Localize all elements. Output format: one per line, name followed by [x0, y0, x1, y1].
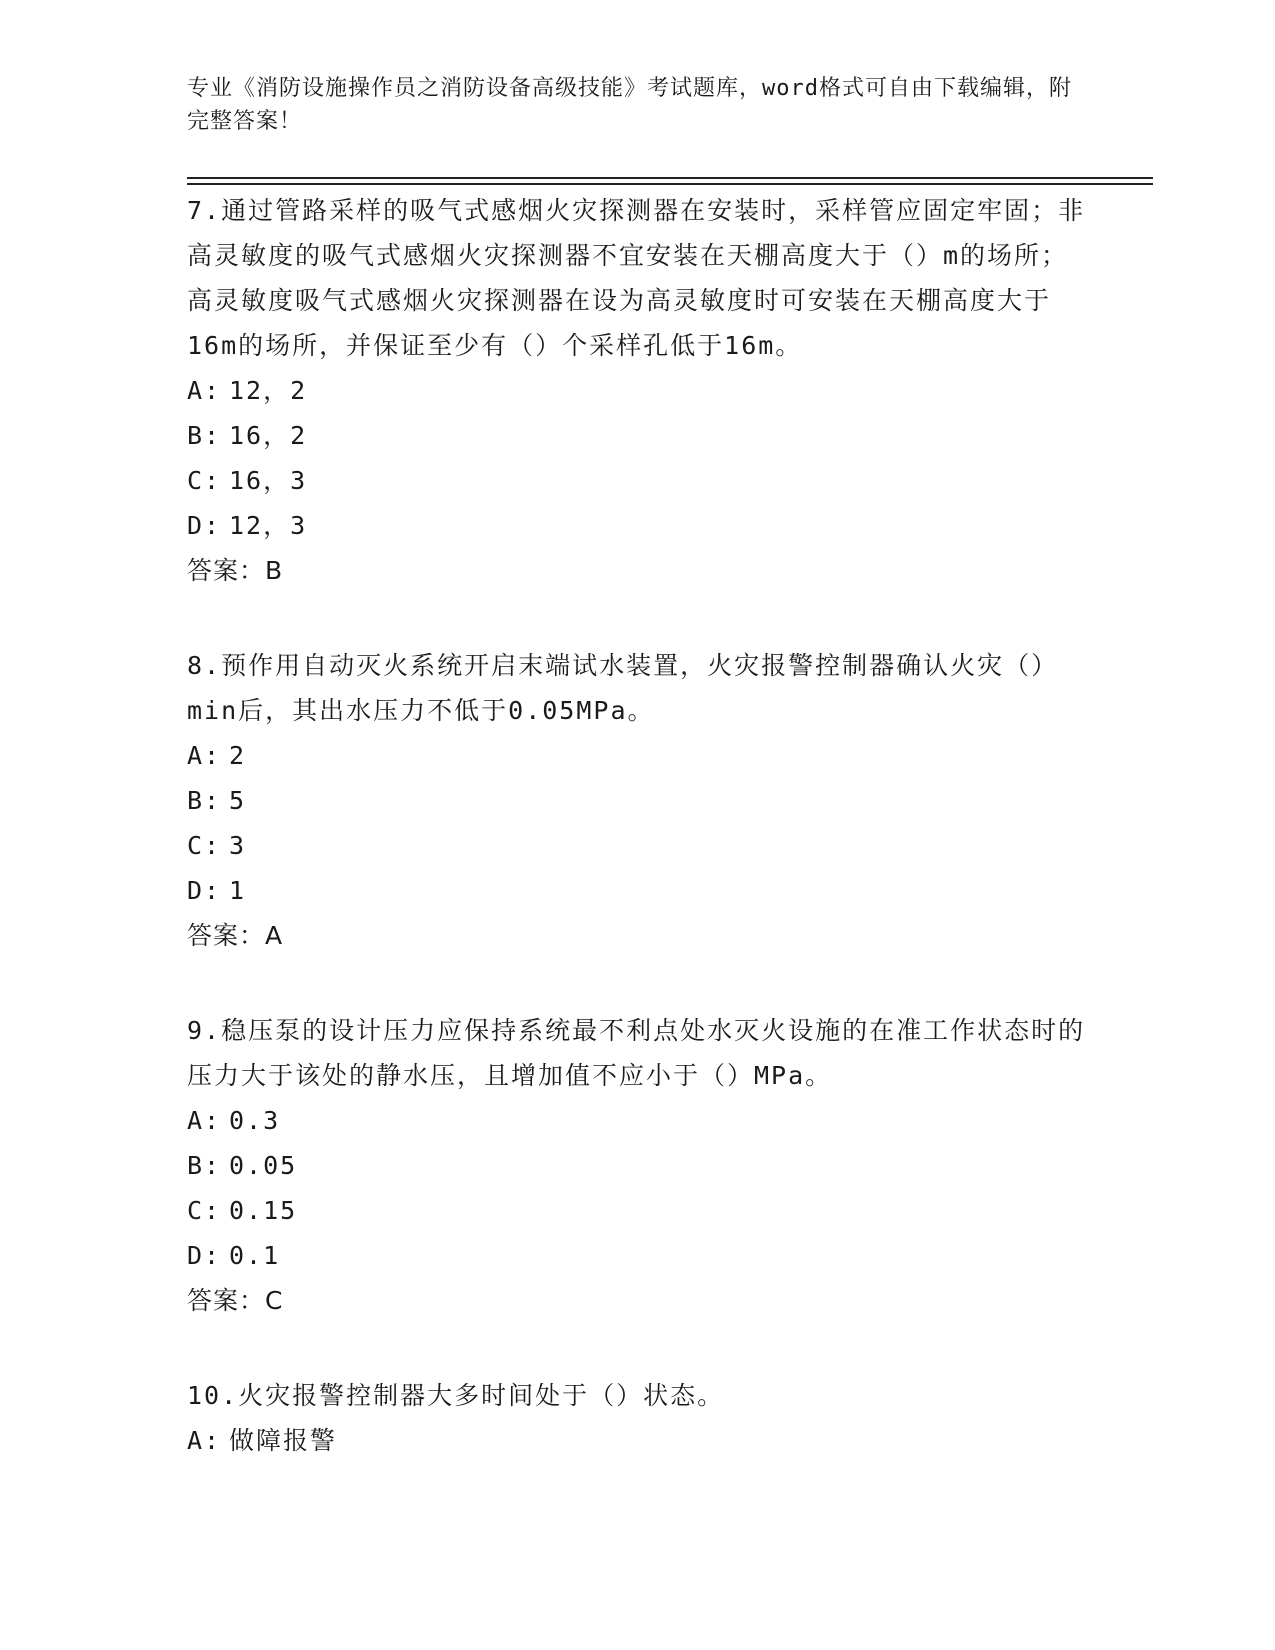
option-key: A:	[187, 1106, 222, 1135]
question-stem: 9.稳压泵的设计压力应保持系统最不利点处水灭火设施的在准工作状态时的压力大于该处的静水压，且增加值不应小于（）MPa。	[187, 1016, 1086, 1090]
option-text: 5	[229, 786, 247, 815]
answer-line: 答案：B	[187, 556, 284, 585]
option-key: B:	[187, 786, 222, 815]
option-text: 0.05	[229, 1151, 298, 1180]
question-stem: 8.预作用自动灭火系统开启末端试水装置，火灾报警控制器确认火灾（）min后，其出水压力不低于0.05MPa。	[187, 651, 1059, 725]
question-9	[187, 1008, 1087, 1323]
option-d	[187, 868, 1087, 913]
option-key: B:	[187, 421, 222, 450]
option-b	[187, 778, 1087, 823]
option-a	[187, 733, 1087, 778]
option-key: A:	[187, 376, 222, 405]
option-text: 2	[229, 741, 247, 770]
question-8	[187, 643, 1087, 958]
answer-line: 答案：A	[187, 921, 284, 950]
option-text: 16，2	[229, 421, 308, 450]
answer-line: 答案：C	[187, 1286, 284, 1315]
option-key: C:	[187, 466, 222, 495]
header-divider-top	[187, 177, 1153, 179]
option-key: A:	[187, 1426, 222, 1455]
option-b	[187, 413, 1087, 458]
option-key: A:	[187, 741, 222, 770]
question-7	[187, 188, 1087, 593]
option-key: D:	[187, 876, 222, 905]
option-b	[187, 1143, 1087, 1188]
option-c	[187, 823, 1087, 868]
option-key: D:	[187, 511, 222, 540]
option-key: C:	[187, 1196, 222, 1225]
option-text: 做障报警	[229, 1426, 338, 1455]
option-key: B:	[187, 1151, 222, 1180]
option-a	[187, 368, 1087, 413]
question-10	[187, 1373, 1087, 1463]
option-text: 16，3	[229, 466, 308, 495]
option-text: 3	[229, 831, 247, 860]
option-d	[187, 1233, 1087, 1278]
option-a	[187, 1098, 1087, 1143]
option-a	[187, 1418, 1087, 1463]
option-text: 0.1	[229, 1241, 281, 1270]
option-d	[187, 503, 1087, 548]
option-text: 0.3	[229, 1106, 281, 1135]
option-text: 12，3	[229, 511, 308, 540]
option-key: C:	[187, 831, 222, 860]
option-text: 1	[229, 876, 247, 905]
option-key: D:	[187, 1241, 222, 1270]
option-c	[187, 458, 1087, 503]
question-stem: 7.通过管路采样的吸气式感烟火灾探测器在安装时，采样管应固定牢固；非高灵敏度的吸气式感烟火灾探测器不宜安装在天棚高度大于（）m的场所；高灵敏度吸气式感烟火灾探测器在设为高灵敏度时可安装在天棚高度大于16m的场所，并保证至少有（）个采样孔低于16m。	[187, 196, 1086, 360]
option-text: 12，2	[229, 376, 308, 405]
document-header: 专业《消防设施操作员之消防设备高级技能》考试题库，word格式可自由下载编辑，附完整答案！	[187, 76, 1072, 134]
header-divider-bottom	[187, 183, 1153, 185]
question-stem: 10.火灾报警控制器大多时间处于（）状态。	[187, 1381, 725, 1410]
option-c	[187, 1188, 1087, 1233]
option-text: 0.15	[229, 1196, 298, 1225]
